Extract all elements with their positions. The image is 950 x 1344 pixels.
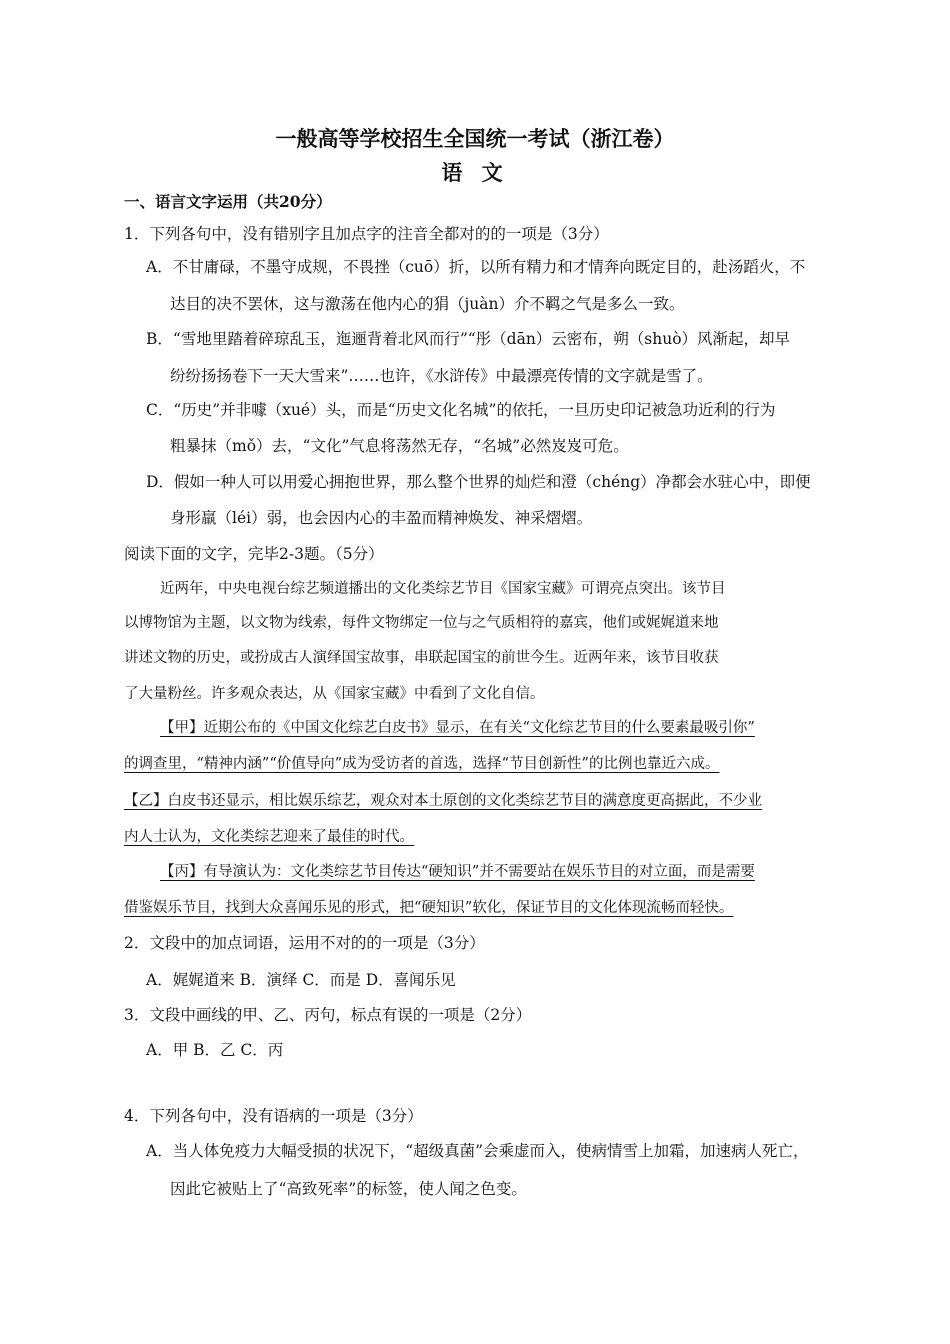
sentence-yi-line2: 内人士认为，文化类综艺迎来了最佳的时代。 [124,829,414,845]
question-2-stem: 2．文段中的加点词语，运用不对的的一项是（3分） [124,934,485,952]
passage-line-1: 近两年，中央电视台综艺频道播出的文化类综艺节目《国家宝藏》可谓亮点突出。该节目 [160,581,726,597]
sentence-jia-line2: 的调查里，“精神内涵”“价值导向”成为受访者的首选，选择“节目创新性”的比例也靠近六成。 [124,756,720,772]
exam-title: 一般高等学校招生全国统一考试（浙江卷） [275,126,675,151]
sentence-bing-line1: 【丙】有导演认为：文化类综艺节目传达“硬知识”并不需要站在娱乐节目的对立面，而是需要 [160,864,755,880]
question-4-stem: 4．下列各句中，没有语病的一项是（3分） [124,1107,423,1125]
q4-option-a-line2: 因此它被贴上了“高致死率”的标签，使人闻之色变。 [170,1180,527,1198]
question-3-stem: 3．文段中画线的甲、乙、丙句，标点有误的一项是（2分） [124,1006,532,1024]
passage-line-4: 了大量粉丝。许多观众表达，从《国家宝藏》中看到了文化自信。 [124,686,545,702]
q1-option-c-line2: 粗暴抹（mǒ）去，“文化”气息将荡然无存，“名城”必然岌岌可危。 [170,437,629,455]
section-heading: 一、语言文字运用（共20分） [124,192,332,211]
passage-line-3: 讲述文物的历史，或扮成古人演绎国宝故事，串联起国宝的前世今生。近两年来，该节目收获 [124,650,719,666]
sentence-bing-line2: 借鉴娱乐节目，找到大众喜闻乐见的形式，把“硬知识”软化，保证节目的文化体现流畅而轻快。 [124,900,734,916]
q1-option-a-line1: A．不甘庸碌，不墨守成规，不畏挫（cuō）折，以所有精力和才情奔向既定目的，赴汤蹈火，不 [146,258,806,276]
exam-subject: 语 文 [441,160,509,185]
q1-option-b-line2: 纷纷扬扬卷下一天大雪来”……也许，《水浒传》中最漂亮传情的文字就是雪了。 [170,367,713,385]
q1-option-d-line2: 身形羸（léi）弱，也会因内心的丰盈而精神焕发、神采熠熠。 [170,509,593,527]
sentence-jia-line1: 【甲】近期公布的《中国文化综艺白皮书》显示，在有关“文化综艺节目的什么要素最吸引你” [160,720,755,736]
q1-option-d-line1: D．假如一种人可以用爱心拥抱世界，那么整个世界的灿烂和澄（chéng）净都会水驻心中，即便 [146,473,811,491]
q1-option-a-line2: 达目的决不罢休，这与激荡在他内心的狷（juàn）介不羁之气是多么一致。 [170,295,685,313]
question-3-options: A．甲 B．乙 C．丙 [146,1041,284,1059]
q4-option-a-line1: A．当人体免疫力大幅受损的状况下，“超级真菌”会乘虚而入，使病情雪上加霜，加速病人死亡， [146,1142,809,1160]
question-2-options: A．娓娓道来 B．演绎 C．而是 D．喜闻乐见 [146,971,456,989]
question-1-stem: 1．下列各句中，没有错别字且加点字的注音全都对的的一项是（3分） [124,225,609,243]
sentence-yi-line1: 【乙】白皮书还显示，相比娱乐综艺，观众对本土原创的文化类综艺节目的满意度更高据此，不少业 [124,793,762,809]
q1-option-c-line1: C．“历史”并非噱（xué）头，而是“历史文化名城”的依托，一旦历史印记被急功近利的行为 [146,401,776,419]
reading-intro: 阅读下面的文字，完毕2-3题。（5分） [124,545,384,563]
q1-option-b-line1: B．“雪地里踏着碎琼乱玉，迤逦背着北风而行”“彤（dān）云密布，朔（shuò）风渐起，却早 [146,330,791,348]
passage-line-2: 以博物馆为主题，以文物为线索，每件文物绑定一位与之气质相符的嘉宾，他们或娓娓道来地 [124,615,719,631]
